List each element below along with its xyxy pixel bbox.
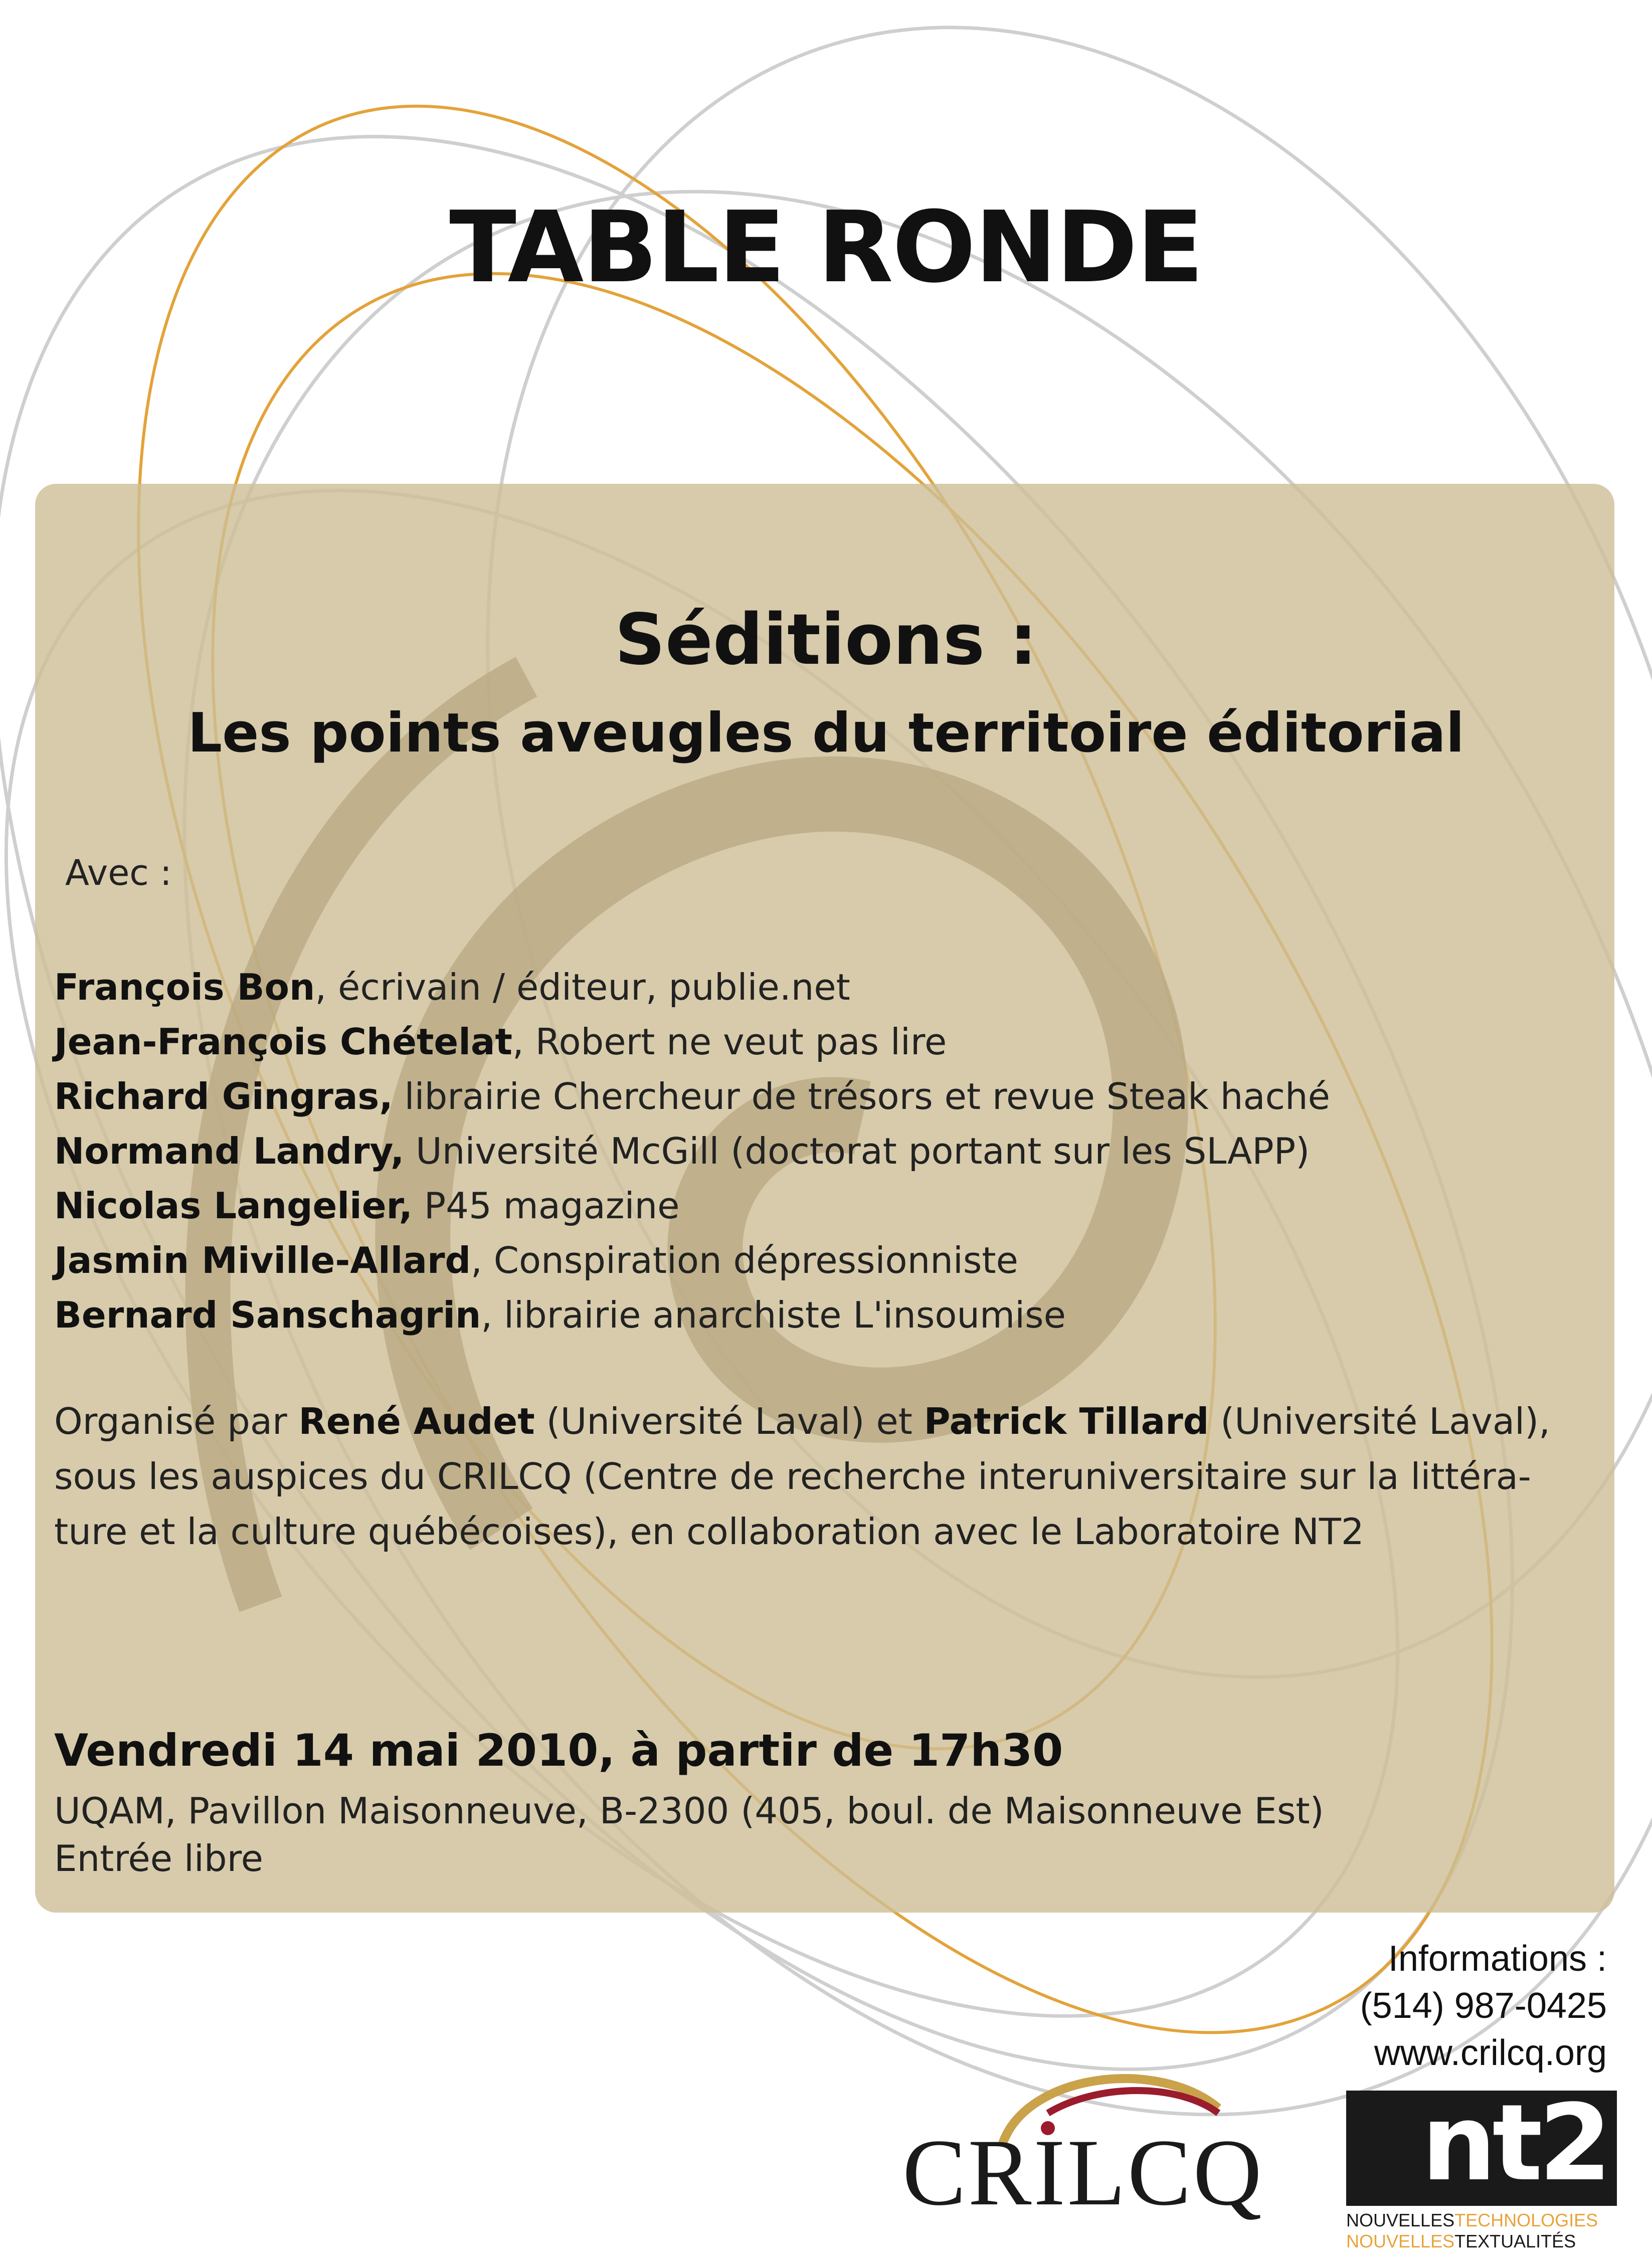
participant-name: Jasmin Miville-Allard bbox=[54, 1239, 471, 1281]
info-label: Informations : bbox=[1388, 1939, 1607, 1979]
info-website[interactable]: www.crilcq.org bbox=[1374, 2033, 1607, 2073]
nt2-wordmark: nt2 bbox=[1421, 2082, 1608, 2204]
participant-detail: Université McGill (doctorat portant sur les SLAPP) bbox=[404, 1130, 1310, 1172]
organizers-line-2: sous les auspices du CRILCQ (Centre de recherche interuniversitaire sur la littéra- bbox=[54, 1455, 1531, 1497]
event-date: Vendredi 14 mai 2010, à partir de 17h30 bbox=[54, 1725, 1063, 1776]
nt2-tagline-word: TEXTUALITÉS bbox=[1454, 2231, 1576, 2251]
participant-name: Nicolas Langelier, bbox=[54, 1185, 413, 1227]
nt2-tagline-word: NOUVELLES bbox=[1346, 2210, 1455, 2230]
participant bbox=[54, 960, 1330, 1015]
event-title: Séditions : bbox=[615, 599, 1037, 681]
participants-list bbox=[54, 960, 1330, 1343]
crilcq-logo bbox=[897, 2053, 1299, 2225]
participant-name: Richard Gingras, bbox=[54, 1075, 393, 1117]
nt2-tagline-1 bbox=[1346, 2210, 1598, 2231]
nt2-logo bbox=[1346, 2082, 1617, 2251]
page-title: TABLE RONDE bbox=[449, 191, 1203, 305]
avec-label: Avec : bbox=[65, 852, 172, 893]
participant bbox=[54, 1233, 1330, 1288]
organizers-paragraph bbox=[54, 1394, 1608, 1559]
nt2-block bbox=[1346, 2082, 1617, 2206]
participant-name: François Bon bbox=[54, 966, 315, 1008]
participant-detail: , écrivain / éditeur, publie.net bbox=[315, 966, 850, 1008]
participant-detail: , Robert ne veut pas lire bbox=[512, 1021, 947, 1063]
participant-detail: librairie Chercheur de trésors et revue Steak haché bbox=[393, 1075, 1330, 1117]
organizers-line-1 bbox=[54, 1394, 1608, 1449]
organizers-mid: (Université Laval) et bbox=[534, 1400, 924, 1442]
participant bbox=[54, 1069, 1330, 1124]
organizers-prefix: Organisé par bbox=[54, 1400, 299, 1442]
participant-name: Jean-François Chételat bbox=[54, 1021, 512, 1063]
contact-info bbox=[1360, 1935, 1607, 2077]
nt2-tagline-word: NOUVELLES bbox=[1346, 2231, 1455, 2251]
participant-name: Normand Landry, bbox=[54, 1130, 405, 1172]
event-subtitle: Les points aveugles du territoire éditorial bbox=[188, 702, 1464, 765]
crilcq-wordmark: CRILCQ bbox=[902, 2120, 1264, 2225]
organizers-line-3: ture et la culture québécoises), en collaboration avec le Laboratoire NT2 bbox=[54, 1511, 1364, 1553]
participant bbox=[54, 1288, 1330, 1343]
organizer-name: Patrick Tillard bbox=[924, 1400, 1209, 1442]
event-venue: UQAM, Pavillon Maisonneuve, B-2300 (405, boul. de Maisonneuve Est) bbox=[54, 1790, 1324, 1832]
participant bbox=[54, 1015, 1330, 1069]
info-phone: (514) 987-0425 bbox=[1360, 1986, 1607, 2026]
participant-name: Bernard Sanschagrin bbox=[54, 1294, 481, 1336]
participant-detail: , Conspiration dépressionniste bbox=[471, 1239, 1018, 1281]
participant-detail: P45 magazine bbox=[412, 1185, 680, 1227]
participant-detail: , librairie anarchiste L'insoumise bbox=[481, 1294, 1066, 1336]
event-entry: Entrée libre bbox=[54, 1837, 263, 1879]
organizer-name: René Audet bbox=[298, 1400, 535, 1442]
participant bbox=[54, 1124, 1330, 1179]
participant bbox=[54, 1179, 1330, 1233]
organizers-suffix: (Université Laval), bbox=[1209, 1400, 1550, 1442]
nt2-tagline-word: TECHNOLOGIES bbox=[1454, 2210, 1598, 2230]
nt2-tagline-2 bbox=[1346, 2231, 1576, 2252]
